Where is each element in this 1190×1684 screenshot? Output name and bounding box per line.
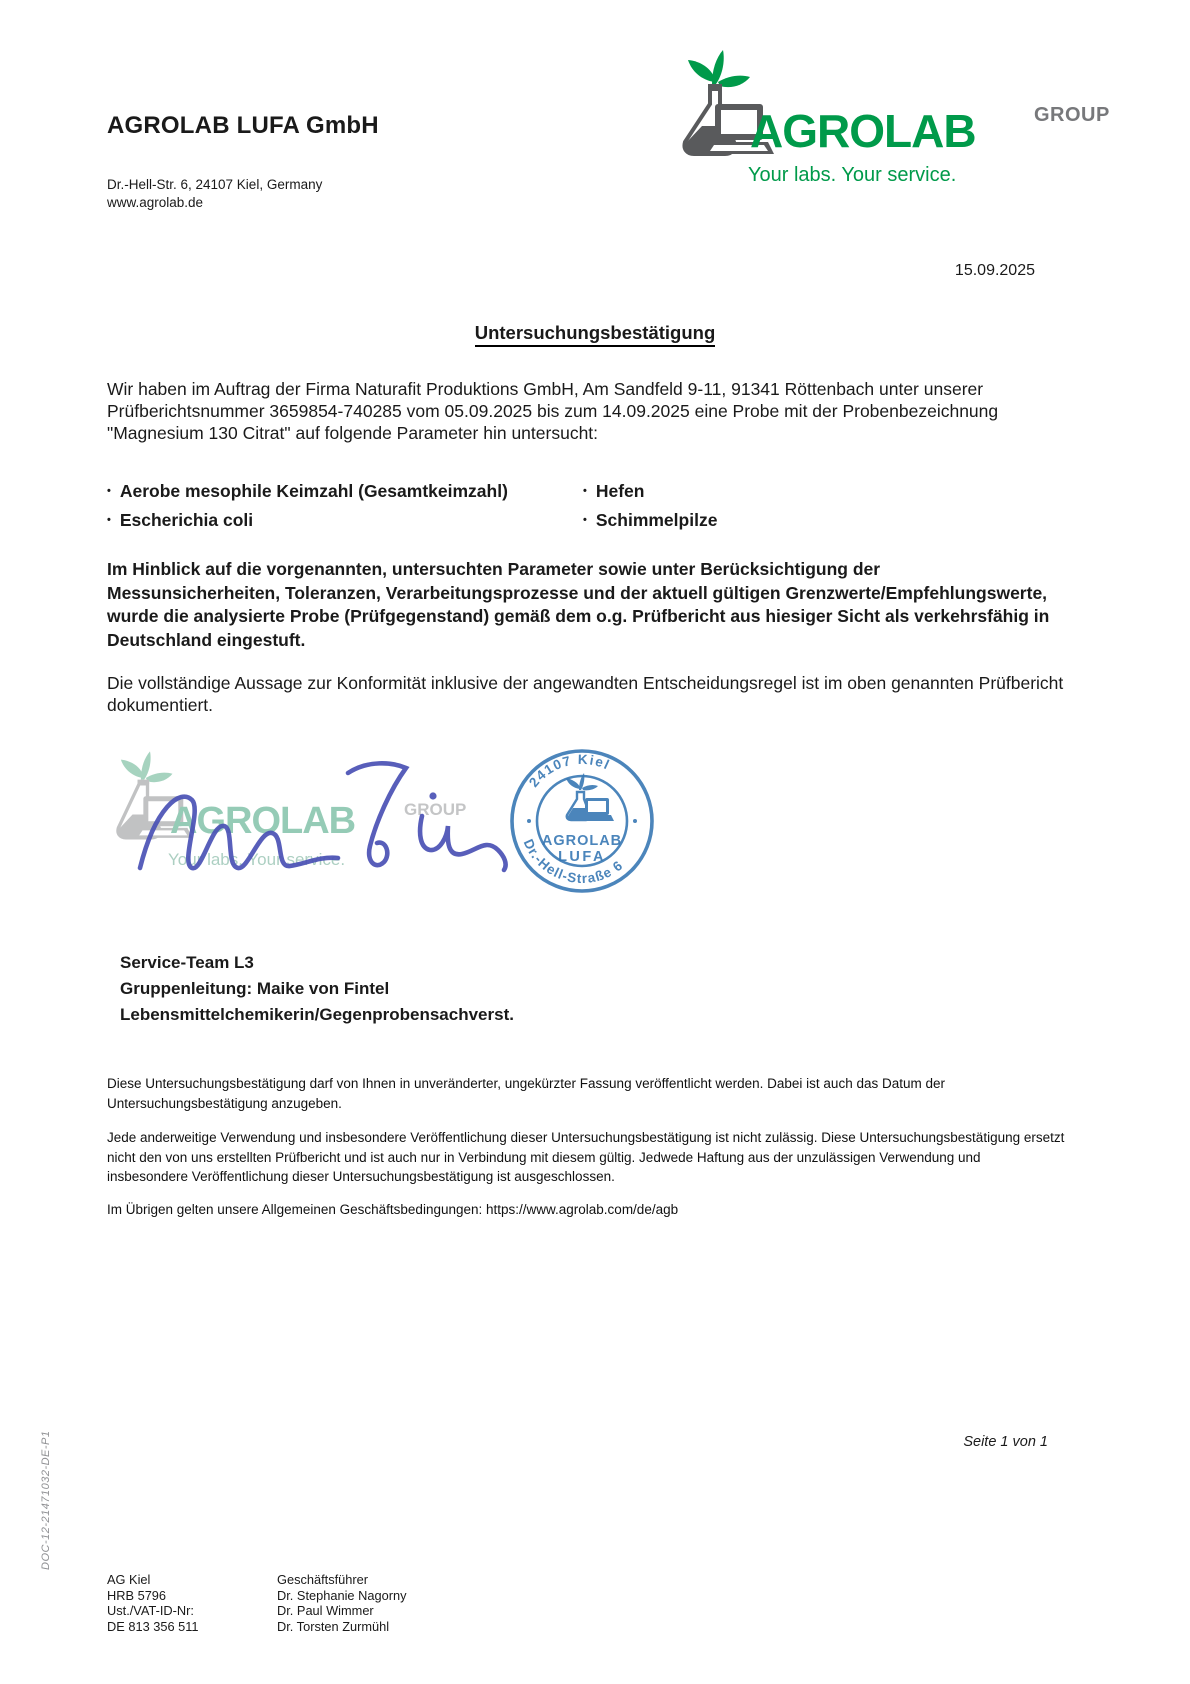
disclaimer-paragraph: Diese Untersuchungsbestätigung darf von Ihnen in unveränderter, ungekürzter Fassung veröffentlicht werden. Dabei ist auch das Datum der Untersuchungsbestätigung anzugeben. — [107, 1076, 945, 1111]
company-address — [107, 176, 322, 212]
page-indicator: Seite 1 von 1 — [963, 1434, 1048, 1450]
list-item: • Escherichia coli — [107, 507, 577, 536]
stamp-center-line2: LUFA — [558, 849, 606, 865]
footer-column-management: Geschäftsführer Dr. Stephanie Nagorny Dr. Paul Wimmer Dr. Torsten Zurmühl — [277, 1572, 407, 1634]
service-team: Service-Team L3 — [120, 953, 254, 972]
company-stamp — [498, 742, 666, 900]
logo-group-text: GROUP — [1034, 104, 1110, 126]
stamp-logo-icon — [566, 773, 614, 821]
logo-tagline: Your labs. Your service. — [748, 164, 957, 186]
list-item: • Schimmelpilze — [583, 507, 983, 536]
stamp-top-text: 24107 Kiel — [526, 751, 613, 790]
watermark-tagline: Your labs. Your service. — [168, 850, 346, 869]
document-date: 15.09.2025 — [954, 262, 1035, 279]
group-lead: Gruppenleitung: Maike von Fintel — [120, 979, 390, 998]
svg-text:24107 Kiel — [526, 752, 613, 790]
company-name: AGROLAB LUFA GmbH — [107, 112, 379, 139]
logo-brand-text: AGROLAB — [750, 105, 976, 157]
terms-link-paragraph: Im Übrigen gelten unsere Allgemeinen Geschäftsbedingungen: https://www.agrolab.com/de/agb — [107, 1202, 679, 1217]
disclaimer-paragraph: Jede anderweitige Verwendung und insbesondere Veröffentlichung dieser Untersuchungsbestätigung ist nicht zulässig. Diese Untersuchungsbestätigung ersetzt nicht den von uns erstellten Prüfbericht und ist auch nur in Verbindung mit diesem gültig. Jedwede Haftung aus der unzulässigen Verwendung und insbesondere Veröffentlichung dieser Untersuchungsbestätigung ist ausgeschlossen. — [107, 1130, 1065, 1184]
footer-column-court: AG Kiel HRB 5796 Ust./VAT-ID-Nr: DE 813 356 511 — [107, 1572, 199, 1634]
verdict-paragraph: Im Hinblick auf die vorgenannten, untersuchten Parameter sowie unter Berücksichtigung der Messunsicherheiten, Toleranzen, Verarbeitungsprozesse und der aktuell gültigen Grenzwerte/Empfehlungswerte, wurde die analysierte Probe (Prüfgegenstand) gemäß dem o.g. Prüfbericht aus hiesiger Sicht als verkehrsfähig in Deutschland eingestuft. — [107, 559, 1050, 650]
document-title: Untersuchungsbestätigung — [0, 322, 1190, 344]
list-item: • Hefen — [583, 478, 983, 507]
stamp-center-line1: AGROLAB — [541, 833, 623, 849]
conformity-paragraph: Die vollständige Aussage zur Konformität inklusive der angewandten Entscheidungsregel ist im oben genannten Prüfbericht dokumentiert. — [107, 673, 1064, 715]
stamp-bottom-text: Dr.-Hell-Straße 6 — [520, 836, 626, 887]
list-item: • Aerobe mesophile Keimzahl (Gesamtkeimzahl) — [107, 478, 577, 507]
document-code: DOC-12-21471032-DE-P1 — [40, 1430, 52, 1570]
agrolab-logo — [668, 46, 1128, 196]
watermark-brand-text: AGROLAB — [170, 800, 356, 842]
handwritten-signature — [100, 738, 530, 908]
watermark-group-text: GROUP — [404, 800, 467, 819]
company-website: www.agrolab.de — [107, 195, 204, 210]
signer-role: Lebensmittelchemikerin/Gegenprobensachverst. — [120, 1005, 514, 1024]
address-line: Dr.-Hell-Str. 6, 24107 Kiel, Germany — [107, 177, 323, 192]
intro-paragraph: Wir haben im Auftrag der Firma Naturafit Produktions GmbH, Am Sandfeld 9-11, 91341 Röttenbach unter unserer Prüfberichtsnummer 3659854-740285 vom 05.09.2025 bis zum 14.09.2025 eine Probe mit der Probenbezeichnung "Magnesium 130 Citrat" auf folgende Parameter hin untersucht: — [107, 379, 999, 443]
signer-block — [120, 950, 514, 1028]
